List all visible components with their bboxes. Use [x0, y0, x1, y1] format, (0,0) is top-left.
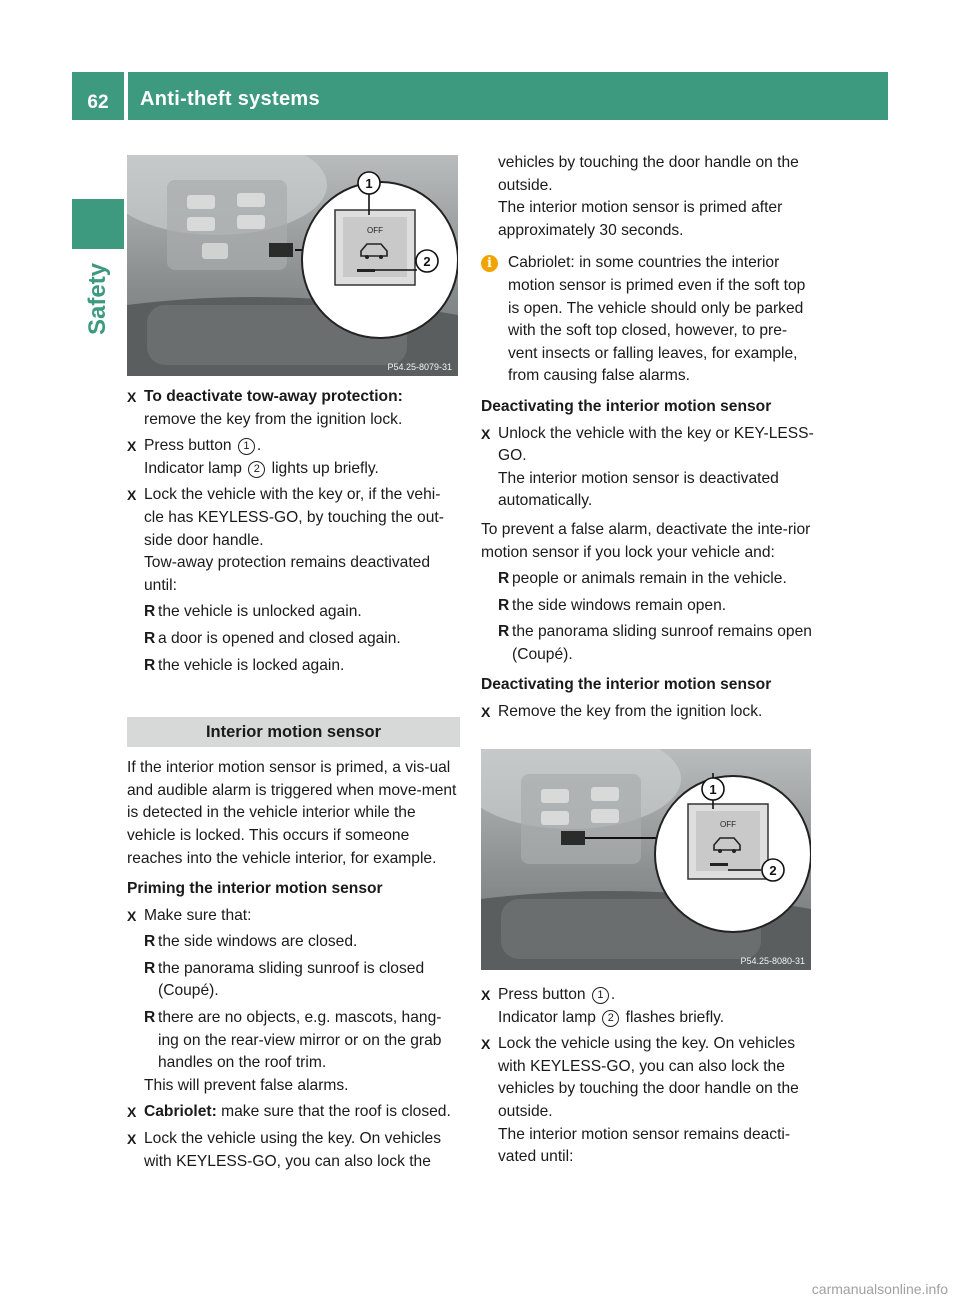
side-tab-label: Safety	[84, 262, 111, 335]
step-text: Press button	[144, 437, 236, 455]
step-text: Indicator lamp	[498, 1008, 601, 1026]
list-item-text: the vehicle is locked again.	[158, 656, 345, 674]
step-arrow-icon: X	[127, 907, 137, 924]
step-cabriolet-roof	[127, 1101, 460, 1124]
step-text: Remove the key from the ignition lock.	[498, 703, 763, 721]
step-text: .	[256, 437, 262, 455]
list-item-text: the panorama sliding sunroof is closed (Coupé).	[158, 959, 425, 1000]
page-number: 62	[87, 92, 109, 113]
side-tab-box	[72, 199, 124, 249]
step-unlock	[481, 423, 814, 513]
bullet-icon: R	[498, 596, 510, 614]
step-lock-with-key	[127, 1128, 460, 1173]
step-arrow-icon: X	[127, 487, 137, 504]
step-continued: vehicles by touching the door handle on the outside.	[498, 154, 799, 194]
bullet-icon: R	[498, 623, 510, 641]
step-text: Indicator lamp	[144, 459, 247, 477]
step-arrow-icon: X	[481, 425, 491, 442]
step-continued: The interior motion sensor is primed after approximately 30 seconds.	[498, 199, 783, 239]
figure-overhead-control-1	[127, 155, 458, 376]
step-text: .	[610, 986, 616, 1003]
subheading-deactivating-2: Deactivating the interior motion sensor	[481, 676, 772, 694]
step-text: The interior motion sensor is deactivated automatically.	[498, 469, 779, 510]
list-item-text: a door is opened and closed again.	[158, 629, 401, 647]
step-text: The interior motion sensor remains deacti-vated until:	[498, 1125, 791, 1166]
watermark: carmanualsonline.info	[811, 1281, 948, 1297]
info-text: Cabriolet: in some countries the interior motion sensor is primed even if the soft top is open. The vehicle should only be parked with the soft top closed, however, to pre-vent insects or falling leaves, for example, from causing false alarms.	[508, 254, 806, 385]
bullet-icon: R	[144, 1009, 156, 1027]
right-column-lower	[481, 984, 814, 1169]
step-note: This will prevent false alarms.	[144, 1076, 349, 1094]
list-item	[498, 595, 814, 618]
list-item-text: the side windows remain open.	[512, 596, 727, 614]
figure-caption-2: P54.25-8080-31	[740, 956, 805, 966]
figure-caption-1: P54.25-8079-31	[387, 362, 452, 372]
step-arrow-icon: X	[127, 1131, 137, 1148]
paragraph-prevent-false-alarm: To prevent a false alarm, deactivate the inte-rior motion sensor if you lock your vehicle and:	[481, 520, 811, 561]
step-text: Unlock the vehicle with the key or KEY-LESS-GO.	[498, 424, 814, 465]
right-column	[481, 152, 814, 724]
callout-badge-2: 2	[248, 461, 265, 478]
step-press-button-2	[481, 984, 814, 1029]
step-text: Lock the vehicle using the key. On vehicles with KEYLESS-GO, you can also lock the vehicles by touching the door handle on the outside.	[498, 1035, 799, 1120]
step-text: make sure that the roof is closed.	[216, 1103, 451, 1121]
callout-2-fig1: 2	[423, 254, 431, 269]
off-label-1: OFF	[367, 226, 383, 235]
bullet-icon: R	[498, 570, 510, 588]
callout-2-fig2: 2	[769, 863, 777, 878]
step-text: lights up briefly.	[267, 459, 379, 477]
left-column	[127, 386, 460, 1173]
callout-badge-1: 1	[238, 438, 255, 455]
callout-badge-1: 1	[592, 987, 609, 1004]
subheading-priming: Priming the interior motion sensor	[127, 880, 383, 898]
list-item-text: the panorama sliding sunroof remains open (Coupé).	[512, 623, 812, 663]
step-heading: Cabriolet:	[144, 1103, 217, 1121]
step-make-sure	[127, 905, 460, 928]
bullet-icon: R	[144, 629, 156, 647]
step-remove-key	[481, 701, 814, 724]
bullet-icon: R	[144, 603, 156, 621]
step-arrow-icon: X	[127, 389, 137, 405]
page-title: Anti-theft systems	[140, 88, 320, 110]
step-text: Tow-away protection remains deactivated until:	[144, 554, 431, 594]
step-text: Make sure that:	[144, 906, 252, 924]
info-note	[481, 252, 814, 388]
callout-1-fig1: 1	[365, 176, 373, 191]
overhead-control-illustration-2	[481, 749, 811, 970]
step-arrow-icon: X	[481, 704, 491, 721]
list-item	[498, 568, 814, 591]
bullet-icon: R	[144, 656, 156, 674]
step-lock-with-key-2	[481, 1033, 814, 1169]
subheading-deactivating: Deactivating the interior motion sensor	[481, 397, 772, 415]
list-item	[144, 601, 460, 624]
list-item-text: the side windows are closed.	[158, 933, 358, 951]
step-heading: To deactivate tow-away protection:	[144, 388, 403, 405]
bullet-icon: R	[144, 959, 156, 977]
info-icon: i	[481, 255, 498, 272]
step-arrow-icon: X	[481, 1036, 491, 1053]
step-arrow-icon: X	[481, 987, 491, 1003]
bullet-icon: R	[144, 933, 156, 951]
figure-overhead-control-2	[481, 749, 811, 970]
step-deactivate-tow-away	[127, 386, 460, 431]
step-arrow-icon: X	[127, 1104, 137, 1121]
list-item	[144, 931, 460, 954]
list-item-text: people or animals remain in the vehicle.	[512, 570, 787, 588]
step-text: remove the key from the ignition lock.	[144, 410, 403, 428]
list-item	[498, 621, 814, 666]
step-text: Press button	[498, 986, 590, 1003]
callout-1-fig2: 1	[709, 782, 717, 797]
step-lock-vehicle	[127, 484, 460, 597]
overhead-control-illustration-1	[127, 155, 458, 376]
step-arrow-icon: X	[127, 438, 137, 455]
list-item	[144, 628, 460, 651]
list-item-text: there are no objects, e.g. mascots, hang-ing on the rear-view mirror or on the grab handles on the roof trim.	[158, 1009, 442, 1072]
list-item-text: the vehicle is unlocked again.	[158, 603, 362, 621]
list-item	[144, 655, 460, 678]
step-press-button	[127, 435, 460, 480]
list-item	[144, 958, 460, 1003]
callout-badge-2: 2	[602, 1010, 619, 1027]
section-intro: If the interior motion sensor is primed, a vis-ual and audible alarm is triggered when move-ment is detected in the vehicle interior while the vehicle is locked. This occurs if someone reaches into the vehicle interior, for example.	[127, 759, 457, 867]
step-text: flashes briefly.	[621, 1008, 725, 1026]
off-label-2: OFF	[720, 820, 736, 829]
step-text: Lock the vehicle with the key or, if the vehi-cle has KEYLESS-GO, by touching the out-side door handle.	[144, 486, 444, 549]
list-item	[144, 1007, 460, 1075]
section-heading: Interior motion sensor	[127, 717, 460, 747]
step-text: Lock the vehicle using the key. On vehicles with KEYLESS-GO, you can also lock the	[144, 1130, 442, 1170]
